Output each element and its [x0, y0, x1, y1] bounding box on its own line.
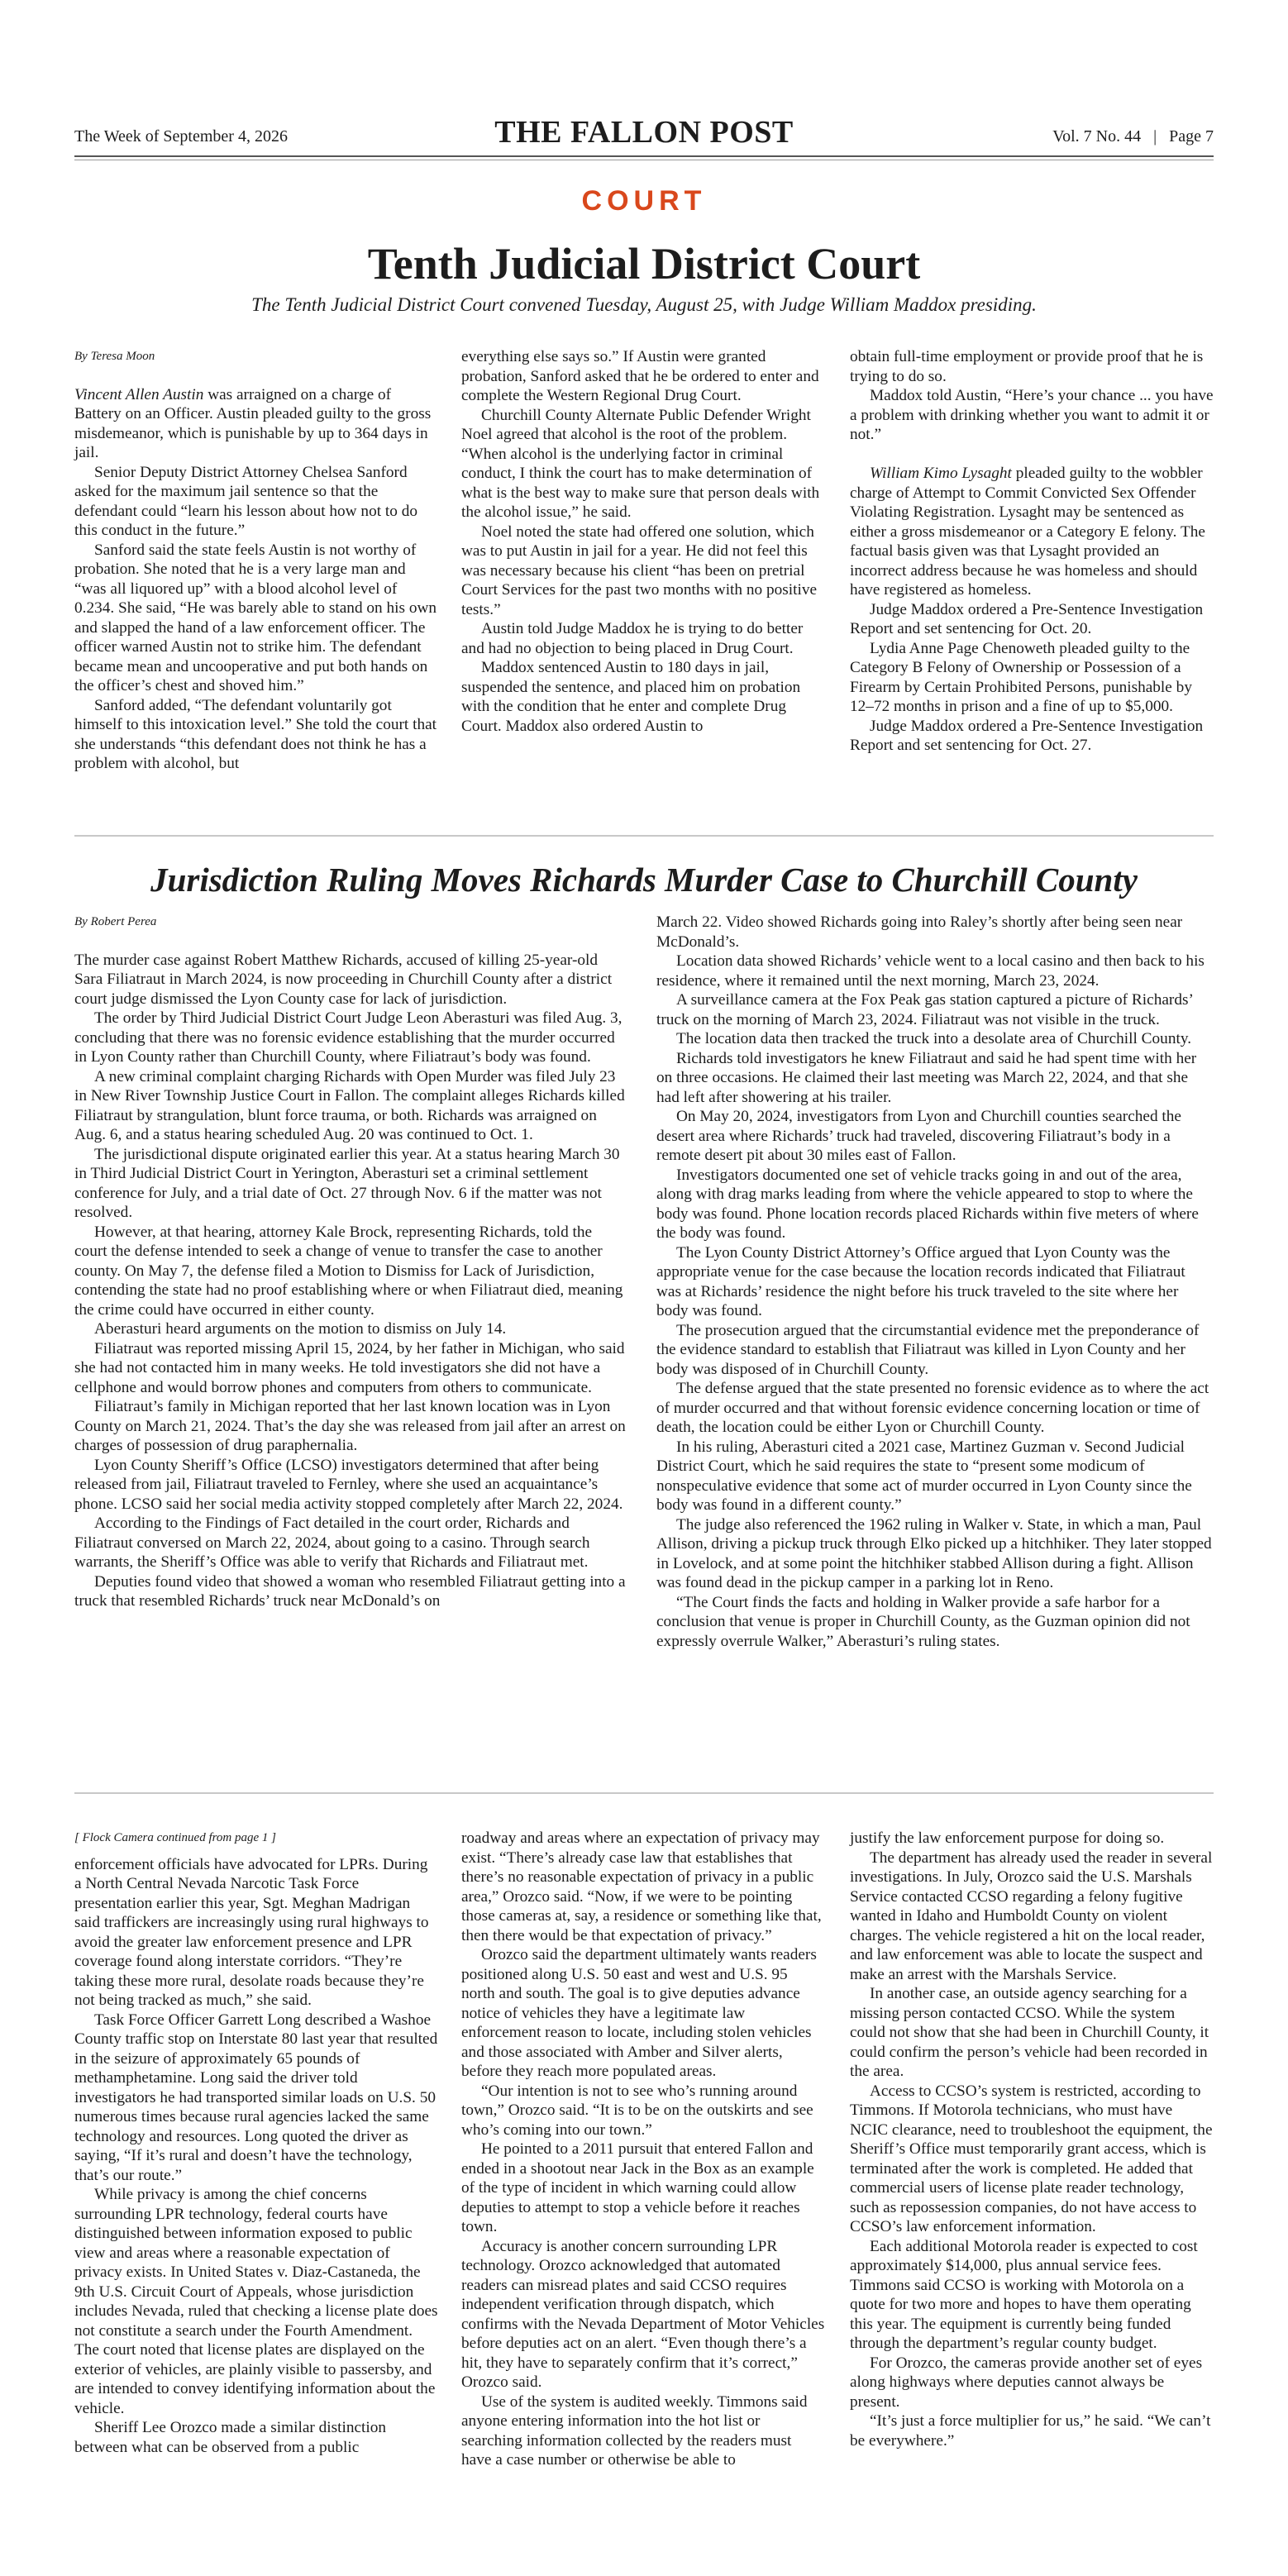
paragraph: For Orozco, the cameras provide another set of eyes along highways where deputies cannot always be present.	[850, 2354, 1203, 2411]
paragraph: everything else says so.” If Austin were granted probation, Sanford asked that he be ordered to enter and complete the Western Regional Drug Court.	[461, 348, 819, 404]
story3-column-1	[74, 1829, 438, 2457]
paragraph: However, at that hearing, attorney Kale Brock, representing Richards, told the court the defense intended to seek a change of venue to transfer the case to another county. On May 7, the defense filed a Motion to Dismiss for Lack of Jurisdiction, contending the state had no proof establishing where or when Filiatraut died, meaning the crime could have occurred in either county.	[74, 1223, 623, 1319]
story1-headline: Tenth Judicial District Court	[367, 239, 921, 289]
paragraph: Churchill County Alternate Public Defender Wright Noel agreed that alcohol is the root of the problem. “When alcohol is the underlying factor in criminal conduct, I think the court has to make determination of what is the best way to make sure that person deals with the alcohol issue,” he said.	[461, 406, 820, 521]
story3-column-2	[461, 1829, 825, 2470]
paragraph: Location data showed Richards’ vehicle went to a local casino and then back to his residence, where it remained until the next morning, March 23, 2024.	[656, 952, 1205, 990]
paragraph: roadway and areas where an expectation of privacy may exist. “There’s already case law that establishes that there’s no reasonable expectation of privacy in a public area,” Orozco said. “Now, if we were to be pointing those cameras at, say, a residence or something like that, then there would be that expectation of privacy.”	[461, 1829, 822, 1944]
paragraph: enforcement officials have advocated for LPRs. During a North Central Nevada Narcotic Task Force presentation earlier this year, Sgt. Meghan Madrigan said traffickers are increasingly using rural highways to avoid the greater law enforcement presence and LPR coverage found along interstate corridors. “They’re taking these more rural, desolate roads because they’re not being tracked as much,” she said.	[74, 1855, 429, 2009]
paragraph: Maddox sentenced Austin to 180 days in jail, suspended the sentence, and placed him on probation with the condition that he enter and complete Drug Court. Maddox also ordered Austin to	[461, 659, 801, 735]
paragraph-text: was arraigned on a charge of Battery on an Officer. Austin pleaded guilty to the gross misdemeanor, which is punishable by up to 364 days in jail.	[74, 385, 432, 461]
paragraph: Accuracy is another concern surrounding LPR technology. Orozco acknowledged that automated readers can misread plates and said CCSO requires independent verification through dispatch, which confirms with the Nevada Department of Motor Vehicles before deputies act on an alert. “Even though there’s a hit, they have to separately confirm that it’s correct,” Orozco said.	[461, 2237, 825, 2391]
volume: Vol. 7	[1052, 127, 1092, 145]
paragraph: “Our intention is not to see who’s running around town,” Orozco said. “It is to be on the outskirts and see who’s coming into our town.”	[461, 2082, 813, 2139]
paragraph: Judge Maddox ordered a Pre-Sentence Investigation Report and set sentencing for Oct. 20.	[850, 600, 1204, 637]
issue-info	[1052, 127, 1214, 146]
story2-headline: Jurisdiction Ruling Moves Richards Murder Case to Churchill County	[150, 861, 1138, 899]
paragraph: According to the Findings of Fact detailed in the court order, Richards and Filiatraut conversed on March 22, 2024, about going to a casino. Through search warrants, the Sheriff’s Office was able to verify that Richards and Filiatraut met.	[74, 1515, 590, 1571]
paragraph: The murder case against Robert Matthew Richards, accused of killing 25-year-old Sara Filiatraut in March 2024, is now proceeding in Churchill County after a district court judge dismissed the Lyon County case for lack of jurisdiction.	[74, 951, 613, 1008]
paragraph: March 22. Video showed Richards going into Raley’s shortly after being seen near McDonald’s.	[656, 914, 1183, 951]
story1-deck: The Tenth Judicial District Court convened Tuesday, August 25, with Judge William Maddox presiding.	[251, 294, 1037, 315]
paragraph: The order by Third Judicial District Court Judge Leon Aberasturi was filed Aug. 3, concluding that there was no forensic evidence establishing that the murder occurred in Lyon County rather than Churchill County, where Filiatraut’s body was found.	[74, 1009, 623, 1066]
paragraph: Noel noted the state had offered one solution, which was to put Austin in jail for a year. He did not feel this was necessary because his client “has been on pretrial Court Services for the past two months with no positive tests.”	[461, 522, 818, 618]
newspaper-name: THE FALLON POST	[494, 115, 794, 150]
paragraph: Use of the system is audited weekly. Timmons said anyone entering information into the hot list or searching information collected by the readers must have a case number or otherwise be able to	[461, 2392, 808, 2469]
paragraph: justify the law enforcement purpose for doing so.	[850, 1829, 1165, 1847]
paragraph: On May 20, 2024, investigators from Lyon and Churchill counties searched the desert area where Richards’ truck had traveled, discovering Filiatraut’s body in a remote desert pit about 30 miles east of Fallon.	[656, 1108, 1181, 1164]
section-label: COURT	[581, 185, 707, 217]
paragraph: Filiatraut’s family in Michigan reported that her last known location was in Lyon County on March 21, 2024. That’s the day she was released from jail after an arrest on charges of possession of drug paraphernalia.	[74, 1398, 626, 1454]
story1-column-2	[461, 347, 825, 736]
paragraph: Aberasturi heard arguments on the motion to dismiss on July 14.	[94, 1320, 507, 1338]
paragraph: Senior Deputy District Attorney Chelsea Sanford asked for the maximum jail sentence so that the defendant could “learn his lesson about how not to do this conduct in the future.”	[74, 463, 417, 539]
paragraph: The prosecution argued that the circumstantial evidence met the preponderance of the evidence standard to establish that Filiatraut was killed in Lyon County and her body was disposed of in Churchill County.	[656, 1321, 1200, 1378]
story2-column-1	[74, 913, 627, 1611]
paragraph: The department has already used the reader in several investigations. In July, Orozco said the U.S. Marshals Service contacted CCSO regarding a felony fugitive wanted in Idaho and Humboldt County on violent charges. The vehicle registered a hit on the local reader, and law enforcement was able to locate the suspect and make an arrest with the Marshals Service.	[850, 1849, 1213, 1983]
defendant-name: Vincent Allen Austin	[74, 385, 204, 403]
paragraph: Investigators documented one set of vehicle tracks going in and out of the area, along with drag marks leading from where the vehicle appeared to stop to where the body was found. Phone location records placed Richards within five meters of where the body was found.	[656, 1166, 1199, 1242]
story2-column-2	[656, 913, 1214, 1651]
story-divider	[74, 835, 1214, 837]
paragraph: Lyon County Sheriff’s Office (LCSO) investigators determined that after being released from jail, Filiatraut traveled to Fernley, where she used an acquaintance’s phone. LCSO said her social media activity stopped completely after March 22, 2024.	[74, 1456, 623, 1513]
paragraph: Orozco said the department ultimately wants readers positioned along U.S. 50 east and west and U.S. 95 north and south. The goal is to give deputies advance notice of vehicles they have a legitimate law enforcement reason to locate, including stolen vehicles and those associated with Amber and Silver alerts, before they reach more populated areas.	[461, 1946, 817, 2080]
paragraph-gap	[850, 445, 1214, 465]
paragraph: Austin told Judge Maddox he is trying to do better and had no objection to being placed in Drug Court.	[461, 620, 804, 657]
paragraph: obtain full-time employment or provide proof that he is trying to do so.	[850, 348, 1204, 385]
paragraph-text: pleaded guilty to the wobbler charge of Attempt to Commit Convicted Sex Offender Violating Registration. Lysaght may be sentenced as either a gross misdemeanor or a Category E felony. The factual basis given was that Lysaght provided an incorrect address because he was homeless and should have registered as homeless.	[850, 465, 1205, 599]
paragraph: While privacy is among the chief concerns surrounding LPR technology, federal courts have distinguished between information exposed to public view and areas where a reasonable expectation of privacy exists. In United States v. Diaz-Castaneda, the 9th U.S. Circuit Court of Appeals, whose jurisdiction includes Nevada, ruled that checking a license plate does not constitute a search under the Fourth Amendment. The court noted that license plates are displayed on the exterior of vehicles, are plainly visible to passersby, and are intended to convey identifying information about the vehicle.	[74, 2186, 438, 2417]
paragraph: Sanford added, “The defendant voluntarily got himself to this intoxication level.” She told the court that she understands “this defendant does not think he has a problem with alcohol, but	[74, 696, 437, 772]
paragraph: The Lyon County District Attorney’s Office argued that Lyon County was the appropriate venue for the case because the location records indicated that Filiatraut was at Richards’ residence the night before his truck traveled to the site where her body was found.	[656, 1243, 1185, 1319]
paragraph: Sheriff Lee Orozco made a similar distinction between what can be observed from a public	[74, 2419, 387, 2456]
paragraph: Filiatraut was reported missing April 15, 2024, by her father in Michigan, who said she had not contacted him in many weeks. He told investigators she did not have a cellphone and would borrow phones and computers from others to communicate.	[74, 1339, 625, 1396]
story3-column-3	[850, 1829, 1214, 2450]
story1-column-3	[850, 347, 1214, 756]
paragraph: The jurisdictional dispute originated earlier this year. At a status hearing March 30 in Third Judicial District Court in Yerington, Aberasturi set a criminal settlement conference for July, and a trial date of Oct. 27 through Nov. 6 if the matter was not resolved.	[74, 1145, 620, 1221]
story1-byline: By Teresa Moon	[74, 350, 155, 363]
masthead-rule	[74, 155, 1214, 157]
paragraph: Sanford said the state feels Austin is not worthy of probation. She noted that he is a very large man and “was all liquored up” with a blood alcohol level of 0.234. She said, “He was barely able to stand on his own and slapped the hand of a law enforcement officer. The officer warned Austin not to strike him. The defendant became mean and uncooperative and put both hands on the officer’s chest and shoved him.”	[74, 541, 437, 694]
page-number: Page 7	[1169, 127, 1214, 145]
paragraph: The defense argued that the state presented no forensic evidence as to where the act of murder occurred and that without forensic evidence concerning location or time of death, the location could be either Lyon or Churchill County.	[656, 1380, 1209, 1436]
paragraph: Task Force Officer Garrett Long described a Washoe County traffic stop on Interstate 80 last year that resulted in the seizure of approximately 65 pounds of methamphetamine. Long said the driver told investigators he had transported similar loads on U.S. 50 numerous times because rural agencies lacked the same technology and resources. Long quoted the driver as saying, “If it’s rural and doesn’t have the technology, that’s our route.”	[74, 2011, 438, 2184]
paragraph: Judge Maddox ordered a Pre-Sentence Investigation Report and set sentencing for Oct. 27.	[850, 717, 1204, 754]
masthead	[74, 114, 1214, 152]
story1-column-1	[74, 347, 438, 774]
story-divider	[74, 1792, 1214, 1794]
paragraph: In another case, an outside agency searching for a missing person contacted CCSO. While the system could not show that she had been in Churchill County, it could confirm the person’s vehicle had been recorded in the area.	[850, 1985, 1209, 2080]
paragraph: In his ruling, Aberasturi cited a 2021 case, Martinez Guzman v. Second Judicial District Court, which he said requires the state to “present some modicum of nonspeculative evidence that some act of murder occurred in Lyon County since the body was found in a different county.”	[656, 1438, 1192, 1514]
continued-from-label: [ Flock Camera continued from page 1 ]	[74, 1831, 276, 1844]
paragraph: Each additional Motorola reader is expected to cost approximately $14,000, plus annual service fees. Timmons said CCSO is working with Motorola on a quote for two more and hopes to have them operating this year. The equipment is currently being funded through the department’s regular county budget.	[850, 2237, 1198, 2352]
story2-byline: By Robert Perea	[74, 915, 157, 928]
paragraph: Access to CCSO’s system is restricted, according to Timmons. If Motorola technicians, who must have NCIC clearance, need to troubleshoot the equipment, the Sheriff’s Office must temporarily grant access, which is terminated after the work is completed. He added that commercial users of license plate reader technology, such as repossession companies, do not have access to CCSO’s law enforcement information.	[850, 2082, 1213, 2235]
defendant-name: William Kimo Lysaght	[870, 465, 1012, 482]
paragraph: A surveillance camera at the Fox Peak gas station captured a picture of Richards’ truck on the morning of March 23, 2024. Filiatraut was not visible in the truck.	[656, 991, 1193, 1028]
paragraph: Deputies found video that showed a woman who resembled Filiatraut getting into a truck that resembled Richards’ truck near McDonald’s on	[74, 1572, 626, 1610]
paragraph: “It’s just a force multiplier for us,” he said. “We can’t be everywhere.”	[850, 2412, 1211, 2450]
paragraph: A new criminal complaint charging Richards with Open Murder was filed July 23 in New River Township Justice Court in Fallon. The complaint alleges Richards killed Filiatraut by strangulation, blunt force trauma, or both. Richards was arraigned on Aug. 6, and a status hearing scheduled Aug. 20 was continued to Oct. 1.	[74, 1067, 625, 1143]
issue-date: The Week of September 4, 2026	[74, 127, 288, 145]
newspaper-page	[74, 0, 1214, 2576]
paragraph: Richards told investigators he knew Filiatraut and said he had spent time with her on three occasions. He claimed their last meeting was March 22, 2024, and that she had left after showering at his trailer.	[656, 1049, 1197, 1106]
paragraph: The location data then tracked the truck into a desolate area of Churchill County.	[676, 1030, 1192, 1047]
paragraph	[850, 464, 1214, 600]
paragraph	[74, 385, 438, 463]
paragraph: The judge also referenced the 1962 ruling in Walker v. State, in which a man, Paul Allison, driving a pickup truck through Elko picked up a hitchhiker. They later stopped in Lovelock, and at some point the hitchhiker stabbed Allison during a fight. Allison was found dead in the pickup camper in a parking lot in Reno.	[656, 1515, 1212, 1591]
paragraph: He pointed to a 2011 pursuit that entered Fallon and ended in a shootout near Jack in the Box as an example of the type of incident in which warning could allow deputies to attempt to stop a vehicle before it reaches town.	[461, 2140, 814, 2235]
masthead-divider: |	[1153, 127, 1157, 145]
paragraph: “The Court finds the facts and holding in Walker provide a safe harbor for a conclusion that venue is proper in Churchill County, as the Guzman opinion did not expressly overrule Walker,” Aberasturi’s ruling states.	[656, 1593, 1190, 1650]
paragraph: Lydia Anne Page Chenoweth pleaded guilty to the Category B Felony of Ownership or Possession of a Firearm by Certain Prohibited Persons, punishable by 12–72 months in prison and a fine of up to $5,000.	[850, 639, 1192, 715]
issue-number: No. 44	[1095, 127, 1142, 145]
paragraph: Maddox told Austin, “Here’s your chance ... you have a problem with drinking whether you want to admit it or not.”	[850, 387, 1214, 443]
